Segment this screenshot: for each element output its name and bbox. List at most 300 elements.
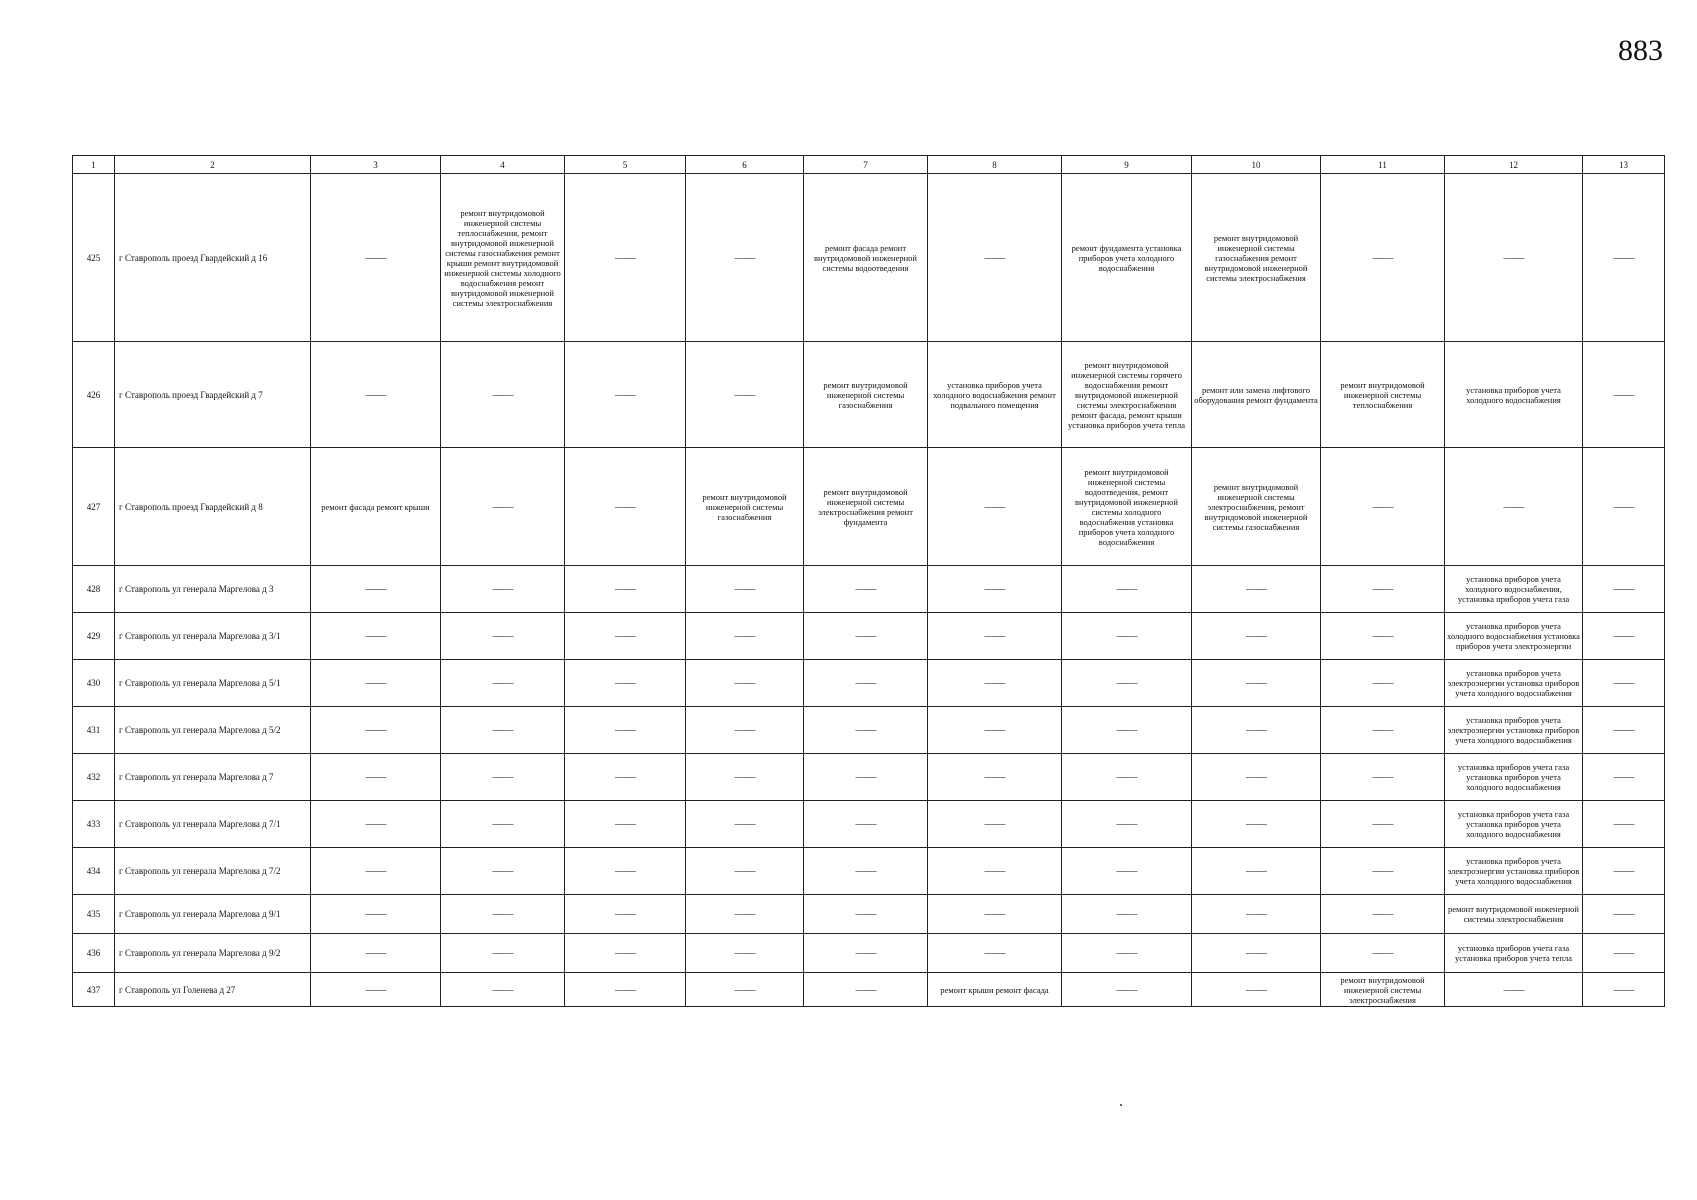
row-number: 427: [73, 448, 115, 566]
dash-mark: ——: [734, 947, 755, 959]
empty-cell: [1321, 660, 1445, 707]
address-cell: г Ставрополь проезд Гвардейский д 8: [115, 448, 311, 566]
address-cell: г Ставрополь ул Голенева д 27: [115, 973, 311, 1007]
row-number: 437: [73, 973, 115, 1007]
address-cell: г Ставрополь проезд Гвардейский д 7: [115, 342, 311, 448]
empty-cell: [565, 848, 686, 895]
dash-mark: ——: [855, 583, 876, 595]
dash-mark: ——: [855, 771, 876, 783]
dash-mark: ——: [984, 724, 1005, 736]
dash-mark: ——: [1372, 771, 1393, 783]
header-row: [73, 156, 1665, 174]
dash-mark: ——: [1613, 908, 1634, 920]
row-number: 428: [73, 566, 115, 613]
empty-cell: [441, 342, 565, 448]
dash-mark: ——: [1372, 818, 1393, 830]
column-header: 11: [1321, 156, 1445, 174]
work-type-cell: ремонт фасада ремонт внутридомовой инженерной системы водоотведения: [804, 174, 928, 342]
empty-cell: [928, 801, 1062, 848]
dash-mark: ——: [1116, 630, 1137, 642]
empty-cell: [804, 754, 928, 801]
dash-mark: ——: [734, 865, 755, 877]
work-type-cell: ремонт внутридомовой инженерной системы электроснабжения: [1445, 895, 1583, 934]
dash-mark: ——: [615, 388, 635, 401]
table-row: [73, 801, 1665, 848]
empty-cell: [804, 707, 928, 754]
empty-cell: [686, 566, 804, 613]
column-header: 10: [1192, 156, 1321, 174]
row-number: 434: [73, 848, 115, 895]
empty-cell: [1583, 754, 1665, 801]
stray-mark: [1120, 1104, 1122, 1106]
table-row: [73, 848, 1665, 895]
dash-mark: ——: [492, 983, 513, 996]
empty-cell: [1583, 613, 1665, 660]
empty-cell: [686, 801, 804, 848]
empty-cell: [1445, 174, 1583, 342]
dash-mark: ——: [734, 677, 755, 689]
empty-cell: [565, 754, 686, 801]
empty-cell: [928, 707, 1062, 754]
dash-mark: ——: [855, 630, 876, 642]
table-row: [73, 973, 1665, 1007]
dash-mark: ——: [1116, 983, 1137, 996]
empty-cell: [311, 174, 441, 342]
dash-mark: ——: [365, 983, 386, 996]
empty-cell: [565, 934, 686, 973]
column-header: 6: [686, 156, 804, 174]
dash-mark: ——: [615, 947, 635, 959]
empty-cell: [1321, 895, 1445, 934]
dash-mark: ——: [1372, 500, 1393, 513]
dash-mark: ——: [492, 388, 513, 401]
empty-cell: [686, 754, 804, 801]
dash-mark: ——: [1246, 630, 1266, 642]
dash-mark: ——: [1246, 583, 1266, 595]
empty-cell: [311, 342, 441, 448]
empty-cell: [1321, 566, 1445, 613]
address-cell: г Ставрополь проезд Гвардейский д 16: [115, 174, 311, 342]
dash-mark: ——: [365, 724, 386, 736]
empty-cell: [311, 934, 441, 973]
work-type-cell: ремонт внутридомовой инженерной системы горячего водоснабжения ремонт внутридомовой инженерной системы электроснабжения ремонт фасада, ремонт крыши установка приборов учета тепла: [1062, 342, 1192, 448]
empty-cell: [1445, 448, 1583, 566]
dash-mark: ——: [1116, 771, 1137, 783]
dash-mark: ——: [1246, 908, 1266, 920]
empty-cell: [1062, 613, 1192, 660]
dash-mark: ——: [1503, 983, 1524, 996]
row-number: 436: [73, 934, 115, 973]
dash-mark: ——: [492, 583, 513, 595]
dash-mark: ——: [492, 500, 513, 513]
dash-mark: ——: [984, 251, 1005, 264]
dash-mark: ——: [1246, 818, 1266, 830]
dash-mark: ——: [855, 677, 876, 689]
empty-cell: [1583, 848, 1665, 895]
empty-cell: [686, 707, 804, 754]
empty-cell: [928, 174, 1062, 342]
address-cell: г Ставрополь ул генерала Маргелова д 3/1: [115, 613, 311, 660]
table-row: [73, 754, 1665, 801]
dash-mark: ——: [984, 908, 1005, 920]
empty-cell: [565, 707, 686, 754]
dash-mark: ——: [1613, 818, 1634, 830]
dash-mark: ——: [1372, 724, 1393, 736]
dash-mark: ——: [615, 583, 635, 595]
dash-mark: ——: [1246, 677, 1266, 689]
work-type-cell: установка приборов учета холодного водоснабжения ремонт подвального помещения: [928, 342, 1062, 448]
empty-cell: [1192, 895, 1321, 934]
empty-cell: [1192, 707, 1321, 754]
empty-cell: [1062, 801, 1192, 848]
dash-mark: ——: [615, 251, 635, 264]
dash-mark: ——: [734, 908, 755, 920]
empty-cell: [1192, 801, 1321, 848]
dash-mark: ——: [615, 677, 635, 689]
empty-cell: [565, 342, 686, 448]
empty-cell: [311, 660, 441, 707]
dash-mark: ——: [615, 500, 635, 513]
repair-schedule-table: [72, 155, 1665, 1007]
dash-mark: ——: [734, 388, 755, 401]
work-type-cell: ремонт внутридомовой инженерной системы электроснабжения: [1321, 973, 1445, 1007]
dash-mark: ——: [1116, 865, 1137, 877]
empty-cell: [311, 801, 441, 848]
empty-cell: [928, 613, 1062, 660]
column-header: 12: [1445, 156, 1583, 174]
column-header: 5: [565, 156, 686, 174]
empty-cell: [686, 174, 804, 342]
empty-cell: [1583, 342, 1665, 448]
dash-mark: ——: [984, 947, 1005, 959]
dash-mark: ——: [1246, 865, 1266, 877]
work-type-cell: установка приборов учета газа установка приборов учета холодного водоснабжения: [1445, 754, 1583, 801]
dash-mark: ——: [1246, 771, 1266, 783]
page-number: 883: [1618, 34, 1663, 67]
table-container: [72, 155, 1665, 1007]
dash-mark: ——: [1613, 630, 1634, 642]
row-number: 432: [73, 754, 115, 801]
dash-mark: ——: [1116, 677, 1137, 689]
empty-cell: [1062, 707, 1192, 754]
dash-mark: ——: [1613, 388, 1634, 401]
dash-mark: ——: [492, 630, 513, 642]
empty-cell: [1062, 973, 1192, 1007]
work-type-cell: ремонт крыши ремонт фасада: [928, 973, 1062, 1007]
dash-mark: ——: [984, 865, 1005, 877]
work-type-cell: ремонт внутридомовой инженерной системы теплоснабжения: [1321, 342, 1445, 448]
empty-cell: [928, 934, 1062, 973]
table-row: [73, 934, 1665, 973]
dash-mark: ——: [734, 983, 755, 996]
column-header: 2: [115, 156, 311, 174]
dash-mark: ——: [492, 724, 513, 736]
empty-cell: [1445, 973, 1583, 1007]
empty-cell: [441, 660, 565, 707]
empty-cell: [1583, 801, 1665, 848]
dash-mark: ——: [365, 388, 386, 401]
dash-mark: ——: [492, 677, 513, 689]
empty-cell: [565, 613, 686, 660]
empty-cell: [311, 973, 441, 1007]
work-type-cell: установка приборов учета электроэнергии установка приборов учета холодного водоснабжения: [1445, 660, 1583, 707]
empty-cell: [565, 174, 686, 342]
dash-mark: ——: [365, 865, 386, 877]
work-type-cell: установка приборов учета электроэнергии установка приборов учета холодного водоснабжения: [1445, 848, 1583, 895]
dash-mark: ——: [984, 771, 1005, 783]
empty-cell: [928, 848, 1062, 895]
empty-cell: [1192, 973, 1321, 1007]
work-type-cell: ремонт внутридомовой инженерной системы электроснабжения ремонт фундамента: [804, 448, 928, 566]
empty-cell: [1583, 174, 1665, 342]
empty-cell: [1192, 566, 1321, 613]
empty-cell: [804, 566, 928, 613]
dash-mark: ——: [984, 818, 1005, 830]
dash-mark: ——: [615, 865, 635, 877]
empty-cell: [441, 448, 565, 566]
work-type-cell: установка приборов учета газа установка приборов учета тепла: [1445, 934, 1583, 973]
table-row: [73, 613, 1665, 660]
work-type-cell: ремонт внутридомовой инженерной системы газоснабжения ремонт внутридомовой инженерной системы электроснабжения: [1192, 174, 1321, 342]
dash-mark: ——: [492, 818, 513, 830]
work-type-cell: установка приборов учета холодного водоснабжения: [1445, 342, 1583, 448]
empty-cell: [928, 566, 1062, 613]
empty-cell: [804, 973, 928, 1007]
row-number: 425: [73, 174, 115, 342]
row-number: 433: [73, 801, 115, 848]
empty-cell: [686, 895, 804, 934]
dash-mark: ——: [365, 630, 386, 642]
work-type-cell: установка приборов учета газа установка приборов учета холодного водоснабжения: [1445, 801, 1583, 848]
empty-cell: [565, 973, 686, 1007]
column-header: 1: [73, 156, 115, 174]
dash-mark: ——: [984, 677, 1005, 689]
empty-cell: [1192, 934, 1321, 973]
dash-mark: ——: [1372, 947, 1393, 959]
empty-cell: [565, 660, 686, 707]
empty-cell: [928, 895, 1062, 934]
dash-mark: ——: [365, 818, 386, 830]
table-row: [73, 342, 1665, 448]
dash-mark: ——: [365, 251, 386, 264]
empty-cell: [804, 801, 928, 848]
empty-cell: [1062, 566, 1192, 613]
empty-cell: [1062, 660, 1192, 707]
dash-mark: ——: [492, 908, 513, 920]
empty-cell: [441, 613, 565, 660]
table-row: [73, 660, 1665, 707]
empty-cell: [804, 660, 928, 707]
dash-mark: ——: [615, 724, 635, 736]
dash-mark: ——: [855, 908, 876, 920]
table-row: [73, 174, 1665, 342]
empty-cell: [1583, 448, 1665, 566]
empty-cell: [565, 895, 686, 934]
table-row: [73, 566, 1665, 613]
dash-mark: ——: [1613, 677, 1634, 689]
dash-mark: ——: [855, 818, 876, 830]
empty-cell: [686, 973, 804, 1007]
empty-cell: [1583, 973, 1665, 1007]
table-row: [73, 448, 1665, 566]
dash-mark: ——: [1372, 251, 1393, 264]
table-row: [73, 707, 1665, 754]
empty-cell: [1321, 174, 1445, 342]
work-type-cell: установка приборов учета холодного водоснабжения установка приборов учета электроэнергии: [1445, 613, 1583, 660]
dash-mark: ——: [1613, 500, 1634, 513]
dash-mark: ——: [615, 818, 635, 830]
empty-cell: [311, 566, 441, 613]
address-cell: г Ставрополь ул генерала Маргелова д 9/2: [115, 934, 311, 973]
column-header: 13: [1583, 156, 1665, 174]
work-type-cell: ремонт внутридомовой инженерной системы газоснабжения: [804, 342, 928, 448]
empty-cell: [804, 613, 928, 660]
dash-mark: ——: [365, 908, 386, 920]
dash-mark: ——: [492, 947, 513, 959]
dash-mark: ——: [734, 771, 755, 783]
row-number: 429: [73, 613, 115, 660]
empty-cell: [686, 613, 804, 660]
empty-cell: [311, 848, 441, 895]
dash-mark: ——: [615, 630, 635, 642]
dash-mark: ——: [1613, 947, 1634, 959]
empty-cell: [928, 660, 1062, 707]
dash-mark: ——: [1613, 865, 1634, 877]
empty-cell: [1062, 754, 1192, 801]
dash-mark: ——: [1613, 771, 1634, 783]
empty-cell: [565, 566, 686, 613]
empty-cell: [1192, 613, 1321, 660]
address-cell: г Ставрополь ул генерала Маргелова д 3: [115, 566, 311, 613]
empty-cell: [1192, 660, 1321, 707]
empty-cell: [686, 848, 804, 895]
table-body: [73, 174, 1665, 1007]
empty-cell: [1192, 754, 1321, 801]
empty-cell: [1583, 895, 1665, 934]
dash-mark: ——: [984, 583, 1005, 595]
dash-mark: ——: [855, 983, 876, 996]
work-type-cell: ремонт внутридомовой инженерной системы газоснабжения: [686, 448, 804, 566]
empty-cell: [1062, 895, 1192, 934]
dash-mark: ——: [734, 818, 755, 830]
column-header: 7: [804, 156, 928, 174]
work-type-cell: ремонт фасада ремонт крыши: [311, 448, 441, 566]
dash-mark: ——: [1246, 983, 1266, 996]
empty-cell: [311, 613, 441, 660]
empty-cell: [1192, 848, 1321, 895]
empty-cell: [441, 895, 565, 934]
dash-mark: ——: [855, 865, 876, 877]
dash-mark: ——: [855, 724, 876, 736]
dash-mark: ——: [1503, 251, 1524, 264]
address-cell: г Ставрополь ул генерала Маргелова д 7/1: [115, 801, 311, 848]
dash-mark: ——: [734, 724, 755, 736]
dash-mark: ——: [1613, 983, 1634, 996]
dash-mark: ——: [734, 583, 755, 595]
address-cell: г Ставрополь ул генерала Маргелова д 7: [115, 754, 311, 801]
row-number: 426: [73, 342, 115, 448]
dash-mark: ——: [855, 947, 876, 959]
empty-cell: [1321, 448, 1445, 566]
empty-cell: [441, 801, 565, 848]
table-row: [73, 895, 1665, 934]
empty-cell: [441, 934, 565, 973]
empty-cell: [1583, 660, 1665, 707]
row-number: 430: [73, 660, 115, 707]
row-number: 431: [73, 707, 115, 754]
empty-cell: [565, 801, 686, 848]
dash-mark: ——: [615, 908, 635, 920]
dash-mark: ——: [1503, 500, 1524, 513]
column-header: 3: [311, 156, 441, 174]
dash-mark: ——: [365, 677, 386, 689]
empty-cell: [441, 754, 565, 801]
dash-mark: ——: [734, 630, 755, 642]
dash-mark: ——: [1372, 908, 1393, 920]
empty-cell: [1062, 848, 1192, 895]
dash-mark: ——: [615, 771, 635, 783]
work-type-cell: ремонт внутридомовой инженерной системы электроснабжения, ремонт внутридомовой инженерной системы газоснабжения: [1192, 448, 1321, 566]
empty-cell: [686, 934, 804, 973]
work-type-cell: установка приборов учета холодного водоснабжения, установка приборов учета газа: [1445, 566, 1583, 613]
empty-cell: [1583, 566, 1665, 613]
empty-cell: [311, 754, 441, 801]
empty-cell: [441, 973, 565, 1007]
dash-mark: ——: [1246, 947, 1266, 959]
dash-mark: ——: [492, 865, 513, 877]
dash-mark: ——: [1116, 724, 1137, 736]
dash-mark: ——: [1613, 251, 1634, 264]
address-cell: г Ставрополь ул генерала Маргелова д 9/1: [115, 895, 311, 934]
dash-mark: ——: [1372, 630, 1393, 642]
column-header: 8: [928, 156, 1062, 174]
empty-cell: [1583, 707, 1665, 754]
address-cell: г Ставрополь ул генерала Маргелова д 5/1: [115, 660, 311, 707]
work-type-cell: ремонт внутридомовой инженерной системы водоотведения, ремонт внутридомовой инженерной системы холодного водоснабжения установка приборов учета холодного водоснабжения: [1062, 448, 1192, 566]
empty-cell: [1321, 613, 1445, 660]
dash-mark: ——: [734, 251, 755, 264]
empty-cell: [1321, 934, 1445, 973]
empty-cell: [686, 660, 804, 707]
dash-mark: ——: [365, 947, 386, 959]
empty-cell: [441, 848, 565, 895]
empty-cell: [1583, 934, 1665, 973]
dash-mark: ——: [365, 583, 386, 595]
dash-mark: ——: [984, 630, 1005, 642]
empty-cell: [1321, 801, 1445, 848]
work-type-cell: ремонт или замена лифтового оборудования ремонт фундамента: [1192, 342, 1321, 448]
work-type-cell: ремонт фундамента установка приборов учета холодного водоснабжения: [1062, 174, 1192, 342]
dash-mark: ——: [1372, 583, 1393, 595]
empty-cell: [441, 707, 565, 754]
address-cell: г Ставрополь ул генерала Маргелова д 5/2: [115, 707, 311, 754]
dash-mark: ——: [365, 771, 386, 783]
empty-cell: [311, 707, 441, 754]
work-type-cell: ремонт внутридомовой инженерной системы теплоснабжения, ремонт внутридомовой инженерной системы газоснабжения ремонт крыши ремонт внутридомовой инженерной системы холодного водоснабжения ремонт внутридомовой инженерной системы электроснабжения: [441, 174, 565, 342]
empty-cell: [928, 754, 1062, 801]
address-cell: г Ставрополь ул генерала Маргелова д 7/2: [115, 848, 311, 895]
empty-cell: [565, 448, 686, 566]
empty-cell: [686, 342, 804, 448]
dash-mark: ——: [1372, 865, 1393, 877]
work-type-cell: установка приборов учета электроэнергии установка приборов учета холодного водоснабжения: [1445, 707, 1583, 754]
empty-cell: [441, 566, 565, 613]
empty-cell: [804, 848, 928, 895]
column-header: 4: [441, 156, 565, 174]
dash-mark: ——: [1116, 947, 1137, 959]
empty-cell: [1321, 848, 1445, 895]
row-number: 435: [73, 895, 115, 934]
